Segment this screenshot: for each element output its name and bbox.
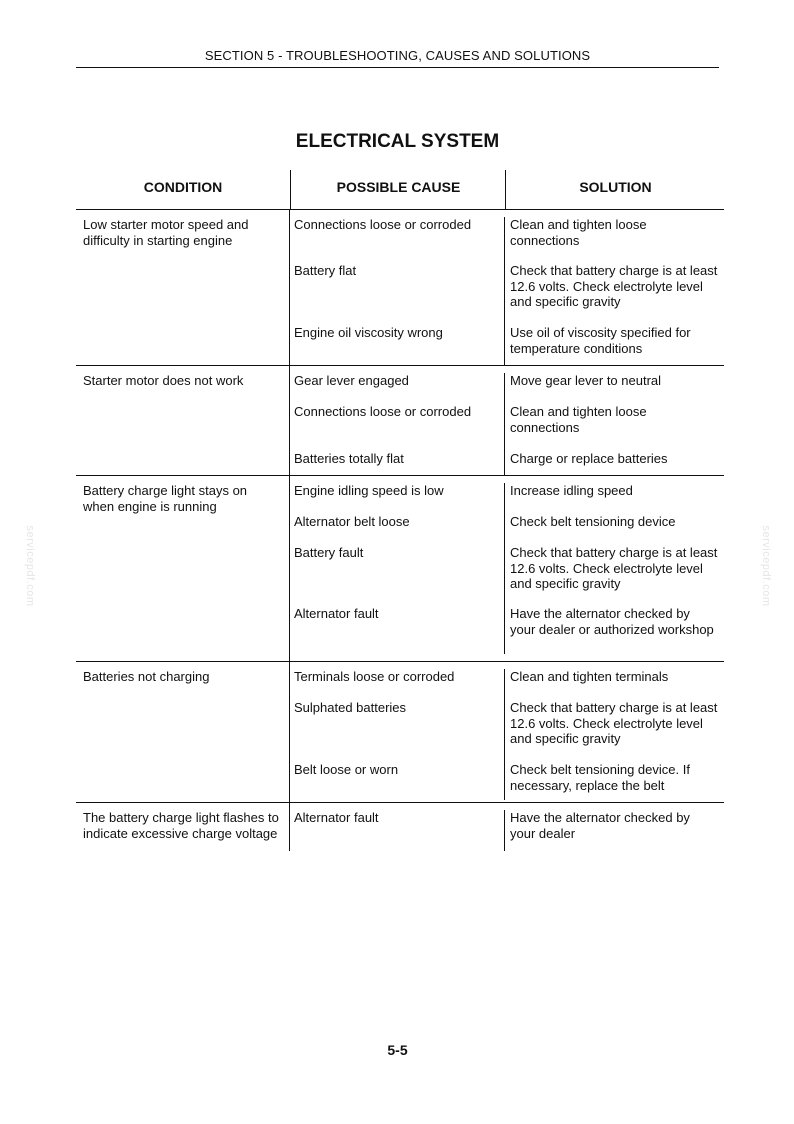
- cause-cell: Battery flat: [294, 263, 357, 278]
- cause-cell: Alternator fault: [294, 606, 379, 621]
- solution-cell: Clean and tighten loose connections: [504, 404, 724, 451]
- table-header: [76, 170, 724, 210]
- condition-cell: Starter motor does not work: [83, 373, 244, 388]
- column-header-solution: SOLUTION: [505, 170, 725, 209]
- cause-solution-rows: [289, 366, 724, 475]
- solution-cell: Move gear lever to neutral: [504, 373, 724, 404]
- cause-cell: Alternator fault: [294, 810, 379, 825]
- table-row: [290, 606, 724, 654]
- condition-cell: Batteries not charging: [83, 669, 210, 684]
- solution-cell: Check belt tensioning device: [504, 514, 724, 545]
- solution-cell: Check that battery charge is at least 12.6 volts. Check electrolyte level and specific gravity: [504, 700, 724, 762]
- page-title: ELECTRICAL SYSTEM: [295, 131, 500, 152]
- table-row: [290, 514, 724, 545]
- cause-solution-rows: [289, 210, 724, 365]
- cause-cell: Connections loose or corroded: [294, 217, 472, 232]
- condition-cell: The battery charge light flashes to indicate excessive charge voltage: [83, 810, 279, 841]
- cause-cell: Alternator belt loose: [294, 514, 410, 529]
- column-header-condition: CONDITION: [143, 179, 223, 195]
- solution-cell: Check that battery charge is at least 12.6 volts. Check electrolyte level and specific gravity: [504, 263, 724, 325]
- solution-cell: Charge or replace batteries: [504, 451, 724, 475]
- condition-cell: Low starter motor speed and difficulty in starting engine: [83, 217, 249, 248]
- table-row: [290, 762, 724, 800]
- condition-group: [76, 662, 724, 803]
- solution-cell: Check belt tensioning device. If necessary, replace the belt: [504, 762, 724, 800]
- column-header-cause: POSSIBLE CAUSE: [290, 170, 506, 209]
- watermark-right: servicepdf.com: [760, 525, 772, 607]
- cause-cell: Gear lever engaged: [294, 373, 409, 388]
- table-row: [290, 210, 724, 263]
- cause-cell: Connections loose or corroded: [294, 404, 472, 419]
- cause-cell: Engine oil viscosity wrong: [294, 325, 443, 340]
- solution-cell: Have the alternator checked by your dealer or authorized workshop: [504, 606, 724, 654]
- table-row: [290, 545, 724, 606]
- cause-solution-rows: [289, 476, 724, 661]
- table-row: [290, 803, 724, 851]
- cause-cell: Terminals loose or corroded: [294, 669, 455, 684]
- cause-cell: Batteries totally flat: [294, 451, 404, 466]
- cause-cell: Belt loose or worn: [294, 762, 399, 777]
- troubleshooting-table: [76, 170, 724, 851]
- table-row: [290, 263, 724, 325]
- cause-cell: Battery fault: [294, 545, 364, 560]
- table-row: [290, 366, 724, 404]
- condition-group: [76, 210, 724, 366]
- table-row: [290, 700, 724, 762]
- cause-solution-rows: [289, 662, 724, 802]
- watermark-left: servicepdf.com: [24, 525, 36, 607]
- solution-cell: Check that battery charge is at least 12.6 volts. Check electrolyte level and specific gravity: [504, 545, 724, 606]
- cause-solution-rows: [289, 803, 724, 851]
- solution-cell: Clean and tighten loose connections: [504, 217, 724, 263]
- cause-cell: Sulphated batteries: [294, 700, 407, 715]
- header-divider: [76, 67, 719, 68]
- cause-cell: Engine idling speed is low: [294, 483, 444, 498]
- solution-cell: Have the alternator checked by your dealer: [504, 810, 724, 851]
- solution-cell: Clean and tighten terminals: [504, 669, 724, 700]
- condition-group: [76, 366, 724, 476]
- solution-cell: Use oil of viscosity specified for temperature conditions: [504, 325, 724, 365]
- table-row: [290, 404, 724, 451]
- solution-cell: Increase idling speed: [504, 483, 724, 514]
- section-header: SECTION 5 - TROUBLESHOOTING, CAUSES AND SOLUTIONS: [204, 48, 591, 63]
- condition-group: [76, 476, 724, 662]
- table-row: [290, 662, 724, 700]
- condition-cell: Battery charge light stays on when engine is running: [83, 483, 248, 514]
- table-row: [290, 451, 724, 475]
- condition-group: [76, 803, 724, 851]
- table-row: [290, 476, 724, 514]
- table-row: [290, 325, 724, 365]
- page-number: 5-5: [387, 1042, 408, 1058]
